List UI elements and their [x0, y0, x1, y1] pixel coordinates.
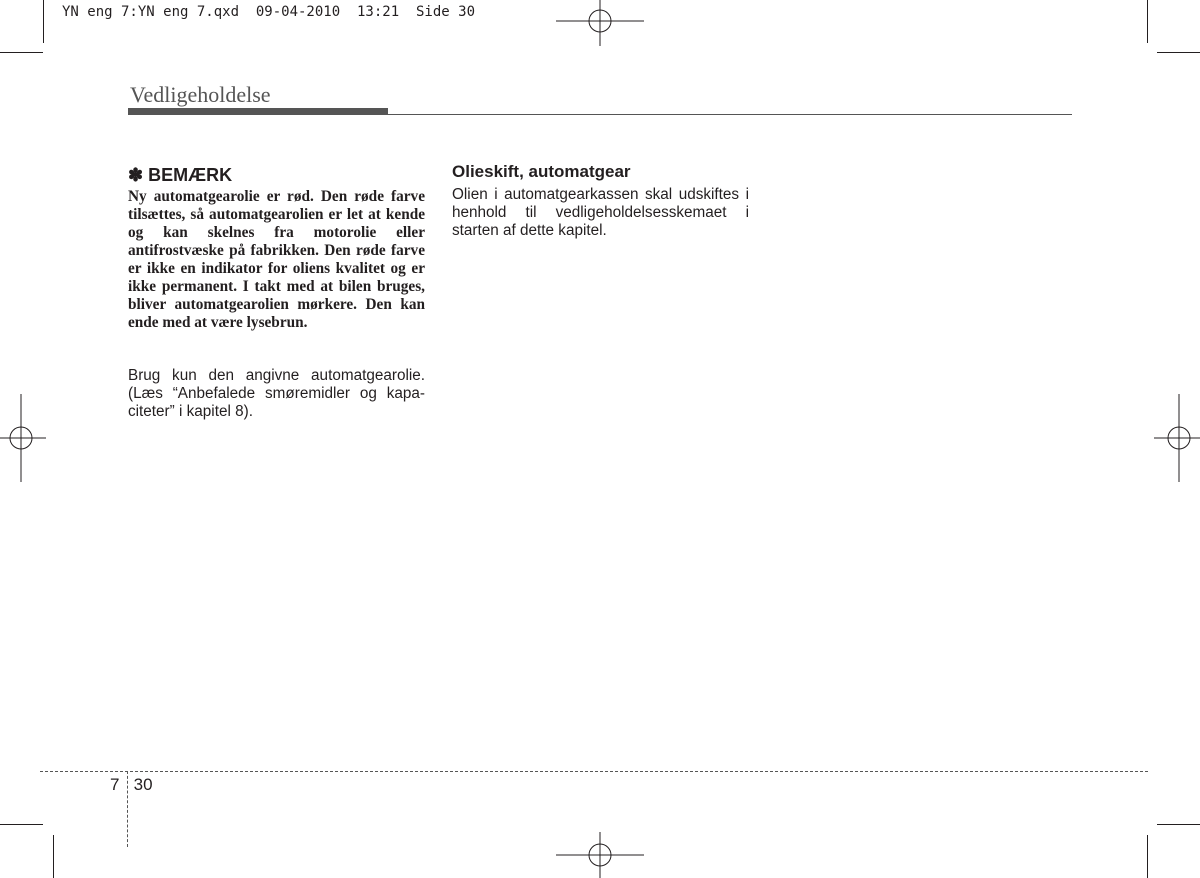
page-number-value: 30	[133, 775, 153, 794]
header-rule-thick	[128, 108, 388, 115]
page-number	[110, 775, 153, 795]
crop-mark-bottom-left-vertical	[53, 835, 54, 878]
header-rule-thin	[388, 114, 1072, 115]
crop-mark-bottom-right-vertical	[1147, 835, 1148, 878]
note-block	[128, 164, 425, 332]
paragraph-recommended-oil	[128, 367, 425, 421]
crop-mark-top-right-vertical	[1147, 0, 1148, 43]
crop-mark-top-right-horizontal	[1157, 52, 1200, 53]
note-body: Ny automatgearolie er rød. Den røde farve tilsættes, så automatgearolien er let at kende og kan skelnes fra motorolie eller antifrostvæske på fabrikken. Den røde farve er ikke en indikator for oliens kvalitet og er ikke permanent. I takt med at bilen bruges, bliver automatgearolien mørkere. Den kan ende med at være lysebrun.	[128, 188, 425, 331]
registration-mark-left-icon	[0, 394, 46, 482]
crop-mark-top-left-vertical	[43, 0, 44, 43]
section-body: Olien i automatgearkassen skal udskiftes i henhold til vedligeholdelsesskemaet i starten af dette kapitel.	[452, 186, 749, 239]
section-oil-change	[452, 162, 749, 240]
print-slug-line: YN eng 7:YN eng 7.qxd 09-04-2010 13:21 Side 30	[62, 4, 476, 20]
note-asterisk-icon: ✽	[128, 165, 144, 185]
running-header-title: Vedligeholdelse	[130, 82, 271, 107]
crop-mark-top-left-horizontal	[0, 52, 43, 53]
footer-dashed-rule	[40, 771, 1148, 772]
note-title: BEMÆRK	[148, 165, 233, 185]
registration-mark-bottom-icon	[556, 832, 644, 878]
registration-mark-right-icon	[1154, 394, 1200, 482]
registration-mark-top-icon	[556, 0, 644, 46]
crop-mark-bottom-right-horizontal	[1157, 824, 1200, 825]
chapter-number: 7	[110, 775, 120, 794]
crop-mark-bottom-left-horizontal	[0, 824, 43, 825]
paragraph-text: Brug kun den angivne automatgearolie. (Læs “Anbefalede smøremidler og kapaciteter” i kapitel 8).	[128, 367, 425, 420]
section-title: Olieskift, automatgear	[452, 162, 631, 181]
note-heading	[128, 164, 425, 186]
